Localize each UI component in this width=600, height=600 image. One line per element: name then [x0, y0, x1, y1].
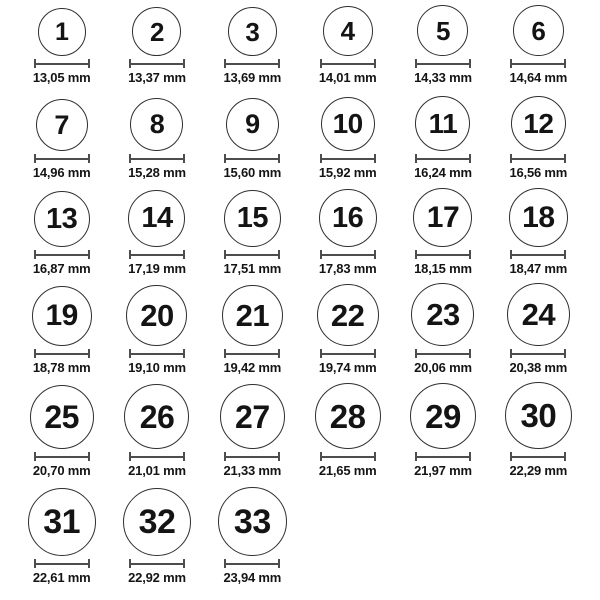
ring-circle — [130, 98, 183, 151]
diameter-label: 16,87 mm — [32, 261, 91, 276]
diameter-label: 13,37 mm — [128, 70, 186, 85]
ring-circle — [507, 283, 570, 346]
diameter-dimension-line — [34, 452, 90, 461]
ring-size-number: 18 — [522, 200, 555, 234]
ring-circle — [411, 283, 474, 346]
ring-circle — [222, 285, 283, 346]
diameter-dimension-line — [129, 59, 185, 68]
ring-size-cell — [205, 94, 300, 189]
ring-size-number: 15 — [236, 202, 268, 234]
ring-size-cell — [205, 384, 300, 487]
diameter-label: 14,96 mm — [32, 165, 91, 180]
ring-size-cell — [14, 94, 109, 189]
diameter-label: 15,60 mm — [223, 165, 282, 180]
diameter-dimension-line — [510, 154, 566, 163]
ring-size-number: 4 — [340, 16, 355, 46]
diameter-label: 23,94 mm — [223, 570, 282, 585]
ring-circle — [36, 99, 88, 151]
ring-size-cell — [491, 384, 586, 487]
ring-size-number: 26 — [139, 398, 175, 435]
diameter-dimension-line — [224, 559, 280, 568]
diameter-dimension-line — [510, 452, 566, 461]
ring-circle — [513, 5, 564, 56]
diameter-dimension-line — [34, 154, 90, 163]
diameter-dimension-line — [415, 349, 471, 358]
ring-size-cell — [395, 285, 490, 384]
diameter-dimension-line — [510, 250, 566, 259]
ring-circle — [38, 8, 86, 56]
ring-size-cell — [491, 189, 586, 285]
diameter-dimension-line — [320, 349, 376, 358]
diameter-label: 16,24 mm — [414, 165, 472, 180]
ring-size-cell — [109, 94, 204, 189]
diameter-dimension-line — [320, 452, 376, 461]
ring-size-number: 12 — [523, 107, 554, 139]
diameter-label: 20,06 mm — [414, 360, 472, 375]
ring-size-cell — [205, 189, 300, 285]
ring-circle — [415, 96, 470, 151]
diameter-label: 17,19 mm — [128, 261, 186, 276]
ring-size-number: 17 — [426, 200, 460, 234]
diameter-dimension-line — [224, 250, 280, 259]
ring-size-number: 7 — [54, 109, 69, 140]
ring-size-number: 5 — [436, 15, 450, 46]
diameter-label: 18,78 mm — [32, 360, 91, 375]
ring-size-number: 1 — [54, 17, 69, 46]
ring-size-number: 30 — [520, 397, 557, 434]
diameter-label: 19,74 mm — [318, 360, 377, 375]
ring-size-number: 13 — [46, 202, 78, 235]
diameter-dimension-line — [129, 349, 185, 358]
diameter-dimension-line — [34, 349, 90, 358]
diameter-label: 20,38 mm — [509, 360, 568, 375]
diameter-label: 14,64 mm — [509, 70, 568, 85]
ring-size-cell — [300, 189, 395, 285]
ring-size-number: 8 — [149, 109, 165, 139]
diameter-label: 22,29 mm — [509, 463, 568, 478]
ring-size-number: 33 — [233, 502, 271, 541]
ring-size-number: 19 — [45, 299, 78, 332]
diameter-dimension-line — [224, 154, 280, 163]
ring-size-cell — [491, 94, 586, 189]
diameter-dimension-line — [510, 59, 566, 68]
diameter-label: 22,61 mm — [32, 570, 91, 585]
ring-size-number: 31 — [43, 503, 81, 541]
ring-size-cell — [300, 94, 395, 189]
ring-circle — [220, 384, 285, 449]
ring-size-cell — [205, 487, 300, 600]
diameter-dimension-line — [224, 349, 280, 358]
diameter-label: 22,92 mm — [128, 570, 186, 585]
ring-circle — [509, 188, 568, 247]
diameter-label: 14,01 mm — [318, 70, 377, 85]
ring-size-number: 9 — [245, 109, 260, 139]
ring-circle — [417, 5, 468, 56]
ring-circle — [28, 488, 96, 556]
ring-size-cell — [395, 94, 490, 189]
ring-size-number: 23 — [426, 297, 460, 332]
ring-size-cell — [14, 487, 109, 600]
ring-circle — [319, 189, 377, 247]
diameter-label: 21,01 mm — [128, 463, 186, 478]
diameter-dimension-line — [129, 559, 185, 568]
ring-circle — [132, 7, 181, 56]
diameter-dimension-line — [34, 59, 90, 68]
diameter-dimension-line — [510, 349, 566, 358]
diameter-dimension-line — [224, 59, 280, 68]
ring-circle — [511, 96, 566, 151]
diameter-dimension-line — [415, 250, 471, 259]
ring-circle — [34, 191, 90, 247]
ring-size-cell — [491, 0, 586, 94]
ring-circle — [505, 382, 572, 449]
ring-size-number: 10 — [332, 108, 363, 139]
diameter-dimension-line — [320, 250, 376, 259]
ring-size-cell — [300, 0, 395, 94]
ring-circle — [128, 190, 185, 247]
ring-size-cell — [14, 384, 109, 487]
ring-circle — [124, 384, 189, 449]
ring-circle — [317, 284, 379, 346]
diameter-label: 21,97 mm — [414, 463, 472, 478]
diameter-dimension-line — [34, 250, 90, 259]
ring-size-cell — [300, 285, 395, 384]
ring-size-number: 11 — [428, 107, 458, 139]
ring-size-number: 27 — [235, 398, 270, 435]
diameter-dimension-line — [320, 154, 376, 163]
ring-size-cell — [395, 189, 490, 285]
diameter-label: 15,92 mm — [318, 165, 377, 180]
ring-circle — [123, 488, 191, 556]
diameter-label: 16,56 mm — [509, 165, 568, 180]
diameter-label: 15,28 mm — [128, 165, 186, 180]
ring-size-number: 22 — [330, 297, 365, 333]
ring-circle — [321, 97, 375, 151]
diameter-label: 18,47 mm — [509, 261, 568, 276]
diameter-dimension-line — [224, 452, 280, 461]
ring-circle — [218, 487, 287, 556]
ring-circle — [410, 383, 476, 449]
ring-size-cell — [395, 384, 490, 487]
diameter-dimension-line — [415, 154, 471, 163]
ring-size-number: 24 — [521, 297, 556, 332]
ring-size-cell — [300, 384, 395, 487]
diameter-dimension-line — [129, 250, 185, 259]
diameter-label: 13,05 mm — [32, 70, 91, 85]
diameter-dimension-line — [34, 559, 90, 568]
diameter-label: 17,83 mm — [318, 261, 377, 276]
diameter-dimension-line — [415, 59, 471, 68]
ring-size-cell — [109, 487, 204, 600]
ring-size-cell — [14, 189, 109, 285]
diameter-label: 18,15 mm — [414, 261, 472, 276]
ring-size-cell — [205, 0, 300, 94]
ring-circle — [30, 385, 94, 449]
ring-size-cell — [14, 0, 109, 94]
ring-size-number: 6 — [531, 15, 546, 46]
ring-size-cell — [395, 0, 490, 94]
ring-size-number: 32 — [138, 503, 176, 541]
diameter-label: 20,70 mm — [32, 463, 91, 478]
ring-size-number: 16 — [332, 201, 364, 234]
diameter-label: 19,42 mm — [223, 360, 282, 375]
diameter-dimension-line — [129, 452, 185, 461]
ring-circle — [413, 188, 472, 247]
ring-size-number: 21 — [235, 298, 270, 333]
ring-circle — [224, 190, 281, 247]
ring-size-number: 14 — [141, 202, 173, 234]
diameter-label: 19,10 mm — [128, 360, 186, 375]
ring-size-number: 28 — [329, 397, 366, 435]
ring-size-number: 3 — [245, 16, 260, 47]
diameter-label: 17,51 mm — [223, 261, 282, 276]
ring-size-cell — [109, 384, 204, 487]
ring-size-cell — [109, 285, 204, 384]
ring-size-cell — [109, 0, 204, 94]
ring-size-number: 2 — [150, 16, 164, 47]
diameter-label: 21,33 mm — [223, 463, 282, 478]
diameter-label: 13,69 mm — [223, 70, 282, 85]
diameter-dimension-line — [415, 452, 471, 461]
ring-circle — [126, 285, 187, 346]
ring-size-number: 29 — [425, 397, 461, 435]
ring-circle — [228, 7, 277, 56]
ring-circle — [32, 286, 92, 346]
ring-size-number: 25 — [44, 399, 79, 435]
diameter-label: 14,33 mm — [414, 70, 472, 85]
ring-circle — [315, 383, 381, 449]
diameter-dimension-line — [320, 59, 376, 68]
diameter-dimension-line — [129, 154, 185, 163]
ring-circle — [226, 98, 279, 151]
ring-size-cell — [109, 189, 204, 285]
diameter-label: 21,65 mm — [318, 463, 377, 478]
ring-size-cell — [14, 285, 109, 384]
ring-circle — [323, 6, 373, 56]
ring-size-cell — [491, 285, 586, 384]
ring-size-cell — [205, 285, 300, 384]
ring-size-number: 20 — [140, 298, 174, 333]
